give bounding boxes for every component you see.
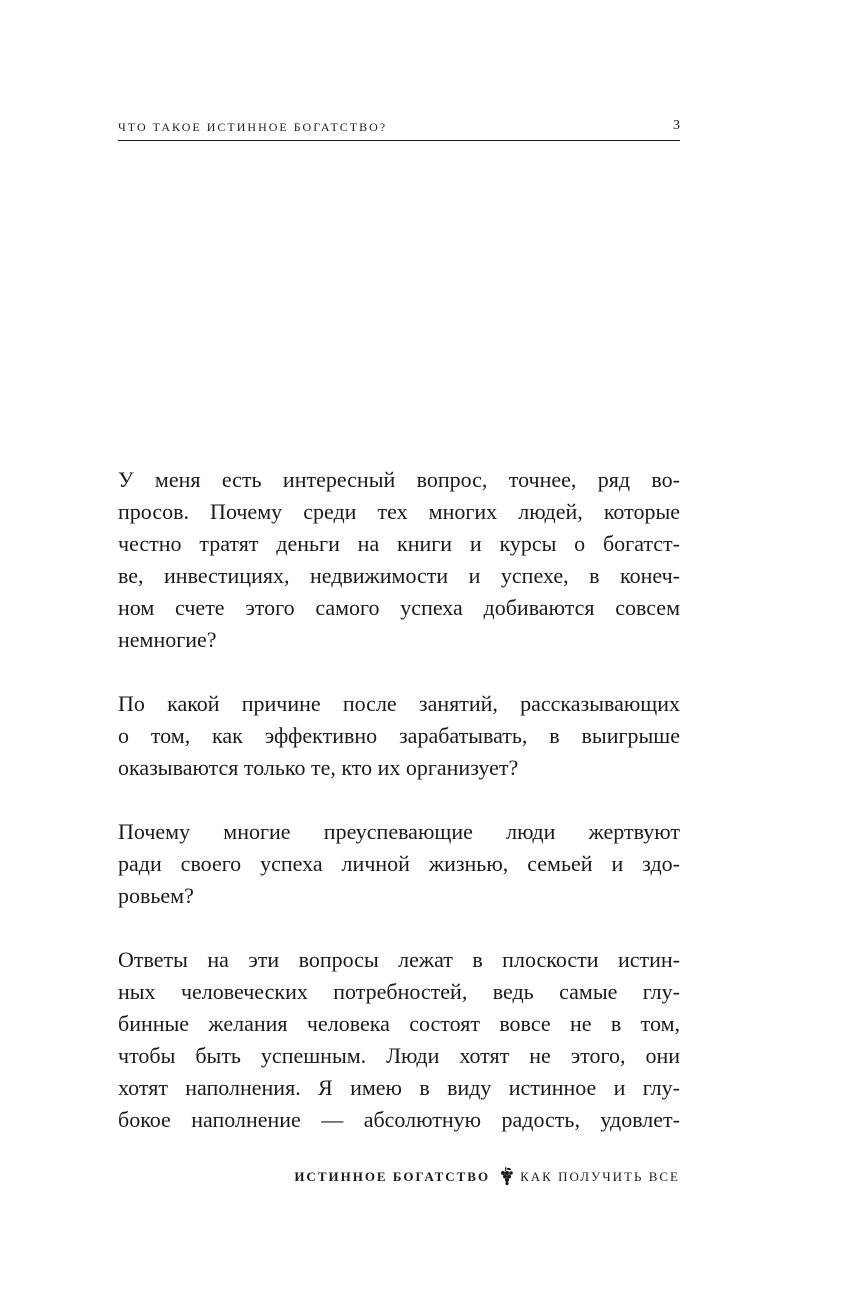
paragraph-gap <box>118 912 680 944</box>
running-head <box>118 118 680 141</box>
text-line: бокое наполнение — абсолютную радость, удовлет- <box>118 1107 680 1132</box>
text-line: ве, инвестициях, недвижимости и успехе, в конеч- <box>118 563 680 588</box>
text-line: о том, как эффективно зарабатывать, в выигрыше <box>118 723 680 748</box>
paragraph <box>118 944 680 1136</box>
text-line: Почему многие преуспевающие люди жертвуют <box>118 819 680 844</box>
page-number: 3 <box>673 118 680 133</box>
chapter-title: ЧТО ТАКОЕ ИСТИННОЕ БОГАТСТВО? <box>118 120 388 134</box>
footer <box>118 1168 680 1192</box>
text-line: ном счете этого самого успеха добиваются совсем <box>118 595 680 620</box>
text-line: бинные желания человека состоят вовсе не в том, <box>118 1011 680 1036</box>
text-line: хотят наполнения. Я имею в виду истинное и глу- <box>118 1075 680 1100</box>
paragraph-gap <box>118 656 680 688</box>
text-line: немногие? <box>118 627 217 652</box>
text-line: оказываются только те, кто их организует? <box>118 755 519 780</box>
book-subtitle: КАК ПОЛУЧИТЬ ВСЕ <box>520 1168 680 1184</box>
text-line: По какой причине после занятий, рассказывающих <box>118 691 680 716</box>
text-line: просов. Почему среди тех многих людей, которые <box>118 499 680 524</box>
text-line: Ответы на эти вопросы лежат в плоскости истин- <box>118 947 680 972</box>
body-text <box>118 464 680 1136</box>
paragraph-gap <box>118 784 680 816</box>
book-title: ИСТИННОЕ БОГАТСТВО <box>294 1168 491 1184</box>
paragraph <box>118 464 680 656</box>
paragraph <box>118 816 680 912</box>
text-line: ради своего успеха личной жизнью, семьей и здо- <box>118 851 680 876</box>
text-line: честно тратят деньги на книги и курсы о богатст- <box>118 531 680 556</box>
text-line: ровьем? <box>118 883 194 908</box>
text-line: чтобы быть успешным. Люди хотят не этого, они <box>118 1043 680 1068</box>
grape-cluster-icon <box>496 1166 516 1186</box>
text-line: У меня есть интересный вопрос, точнее, ряд во- <box>118 467 680 492</box>
text-line: ных человеческих потребностей, ведь самые глу- <box>118 979 680 1004</box>
paragraph <box>118 688 680 784</box>
